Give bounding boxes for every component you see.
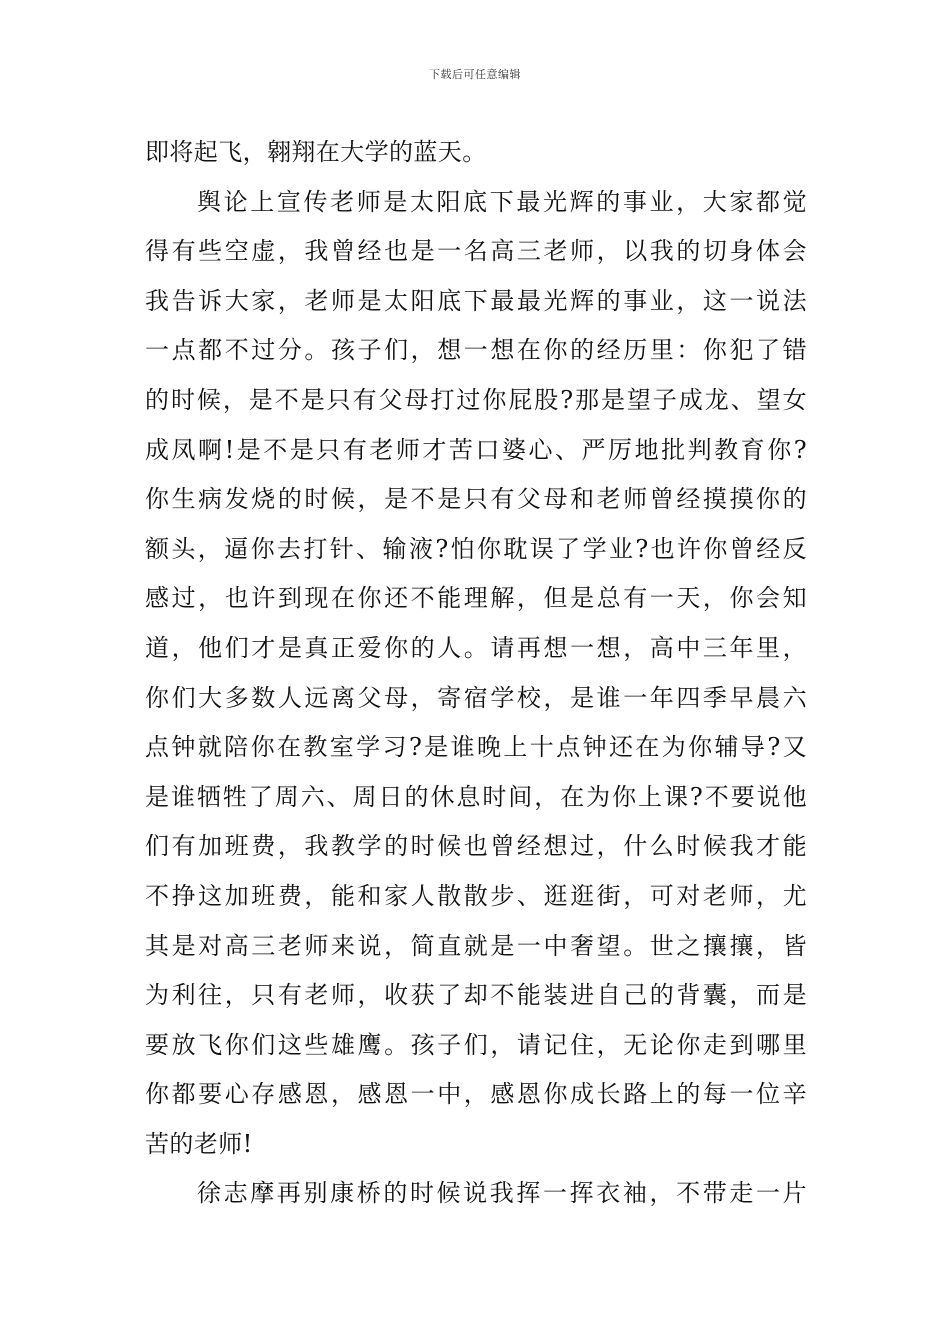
text-line: 即将起飞，翱翔在大学的蓝天。 bbox=[145, 138, 487, 166]
text-line: 苦的老师! bbox=[145, 1129, 253, 1158]
text-line: 徐志摩再别康桥的时候说我挥一挥衣袖，不带走一片 bbox=[197, 1179, 807, 1208]
text-line: 舆论上宣传老师是太阳底下最光辉的事业，大家都觉 bbox=[197, 187, 807, 216]
text-line: 一点都不过分。孩子们，想一想在你的经历里：你犯了错 bbox=[145, 336, 807, 365]
text-line: 们有加班费，我教学的时候也曾经想过，什么时候我才能 bbox=[145, 832, 807, 861]
text-line: 其是对高三老师来说，简直就是一中奢望。世之攘攘，皆 bbox=[145, 931, 807, 960]
text-line: 你们大多数人远离父母，寄宿学校，是谁一年四季早晨六 bbox=[145, 683, 807, 712]
text-line: 你都要心存感恩，感恩一中，感恩你成长路上的每一位辛 bbox=[145, 1080, 807, 1109]
text-line: 成凤啊!是不是只有老师才苦口婆心、严厉地批判教育你? bbox=[145, 435, 807, 464]
text-line: 感过，也许到现在你还不能理解，但是总有一天，你会知 bbox=[145, 584, 807, 613]
text-line: 不挣这加班费，能和家人散散步、逛逛街，可对老师，尤 bbox=[145, 881, 807, 910]
text-line: 要放飞你们这些雄鹰。孩子们，请记住，无论你走到哪里 bbox=[145, 1030, 807, 1059]
text-line: 道，他们才是真正爱你的人。请再想一想，高中三年里， bbox=[145, 633, 807, 662]
text-line: 的时候，是不是只有父母打过你屁股?那是望子成龙、望女 bbox=[145, 385, 807, 414]
page-header-note: 下载后可任意编辑 bbox=[429, 68, 521, 81]
text-line: 是谁牺牲了周六、周日的休息时间，在为你上课?不要说他 bbox=[145, 782, 807, 811]
text-line: 我告诉大家，老师是太阳底下最最光辉的事业，这一说法 bbox=[145, 286, 807, 315]
text-line: 额头，逼你去打针、输液?怕你耽误了学业?也许你曾经反 bbox=[145, 534, 807, 563]
text-line: 为利往，只有老师，收获了却不能装进自己的背囊，而是 bbox=[145, 981, 807, 1010]
text-line: 你生病发烧的时候，是不是只有父母和老师曾经摸摸你的 bbox=[145, 485, 807, 514]
text-line: 点钟就陪你在教室学习?是谁晚上十点钟还在为你辅导?又 bbox=[145, 733, 807, 762]
text-line: 得有些空虚，我曾经也是一名高三老师，以我的切身体会 bbox=[145, 237, 807, 266]
body-text bbox=[145, 128, 807, 1219]
